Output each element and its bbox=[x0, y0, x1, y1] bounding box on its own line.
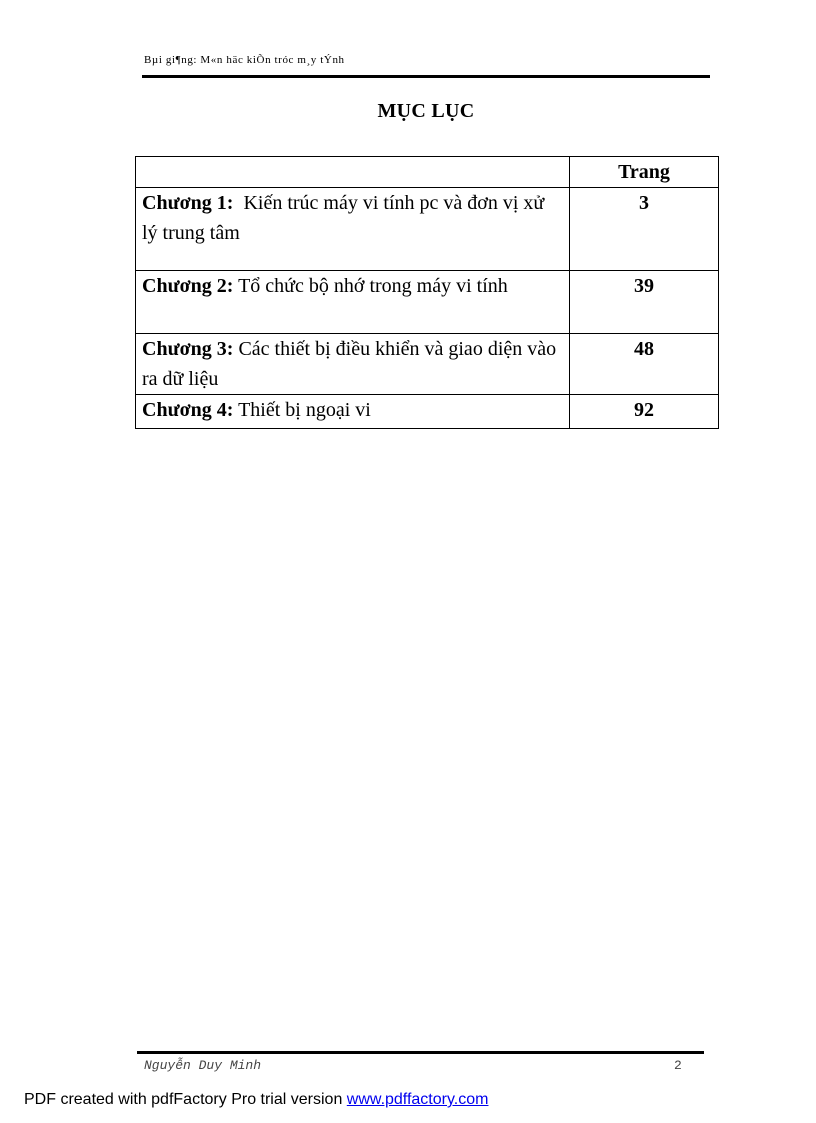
chapter-cell bbox=[136, 188, 570, 271]
chapter-cell bbox=[136, 395, 570, 429]
chapter-page: 92 bbox=[570, 395, 719, 429]
chapter-label: Chương 3: bbox=[142, 338, 234, 360]
footer-page-number: 2 bbox=[674, 1058, 682, 1073]
pdffactory-link[interactable]: www.pdffactory.com bbox=[346, 1091, 489, 1108]
table-header-row bbox=[136, 157, 719, 188]
running-header: Bµi gi¶ng: M«n häc kiÕn tróc m¸y tÝnh bbox=[144, 54, 345, 66]
header-rule bbox=[142, 75, 710, 78]
footer-rule bbox=[137, 1051, 704, 1054]
chapter-page: 3 bbox=[570, 188, 719, 271]
chapter-label: Chương 2: bbox=[142, 275, 234, 297]
chapter-title: Các thiết bị điều khiển và giao diện vào ra dữ liệu bbox=[142, 338, 557, 390]
chapter-cell bbox=[136, 334, 570, 395]
pdf-creator-note bbox=[24, 1091, 488, 1109]
chapter-title: Tổ chức bộ nhớ trong máy vi tính bbox=[238, 275, 508, 297]
chapter-title: Kiến trúc máy vi tính pc và đơn vị xử lý trung tâm bbox=[142, 192, 545, 244]
chapter-page: 48 bbox=[570, 334, 719, 395]
footer-author: Nguyễn Duy Minh bbox=[144, 1058, 262, 1073]
chapter-label: Chương 4: bbox=[142, 399, 234, 421]
chapter-page: 39 bbox=[570, 271, 719, 334]
page-column-header: Trang bbox=[570, 157, 719, 188]
toc-row-chapter-2 bbox=[136, 271, 719, 334]
toc-table bbox=[135, 156, 719, 429]
header-empty-cell bbox=[136, 157, 570, 188]
toc-row-chapter-1 bbox=[136, 188, 719, 271]
toc-row-chapter-4 bbox=[136, 395, 719, 429]
chapter-title: Thiết bị ngoại vi bbox=[238, 399, 371, 421]
toc-row-chapter-3 bbox=[136, 334, 719, 395]
chapter-label: Chương 1: bbox=[142, 192, 234, 214]
page-title: MỤC LỤC bbox=[377, 100, 475, 122]
chapter-cell bbox=[136, 271, 570, 334]
pdf-note-text: PDF created with pdfFactory Pro trial version bbox=[24, 1091, 347, 1108]
